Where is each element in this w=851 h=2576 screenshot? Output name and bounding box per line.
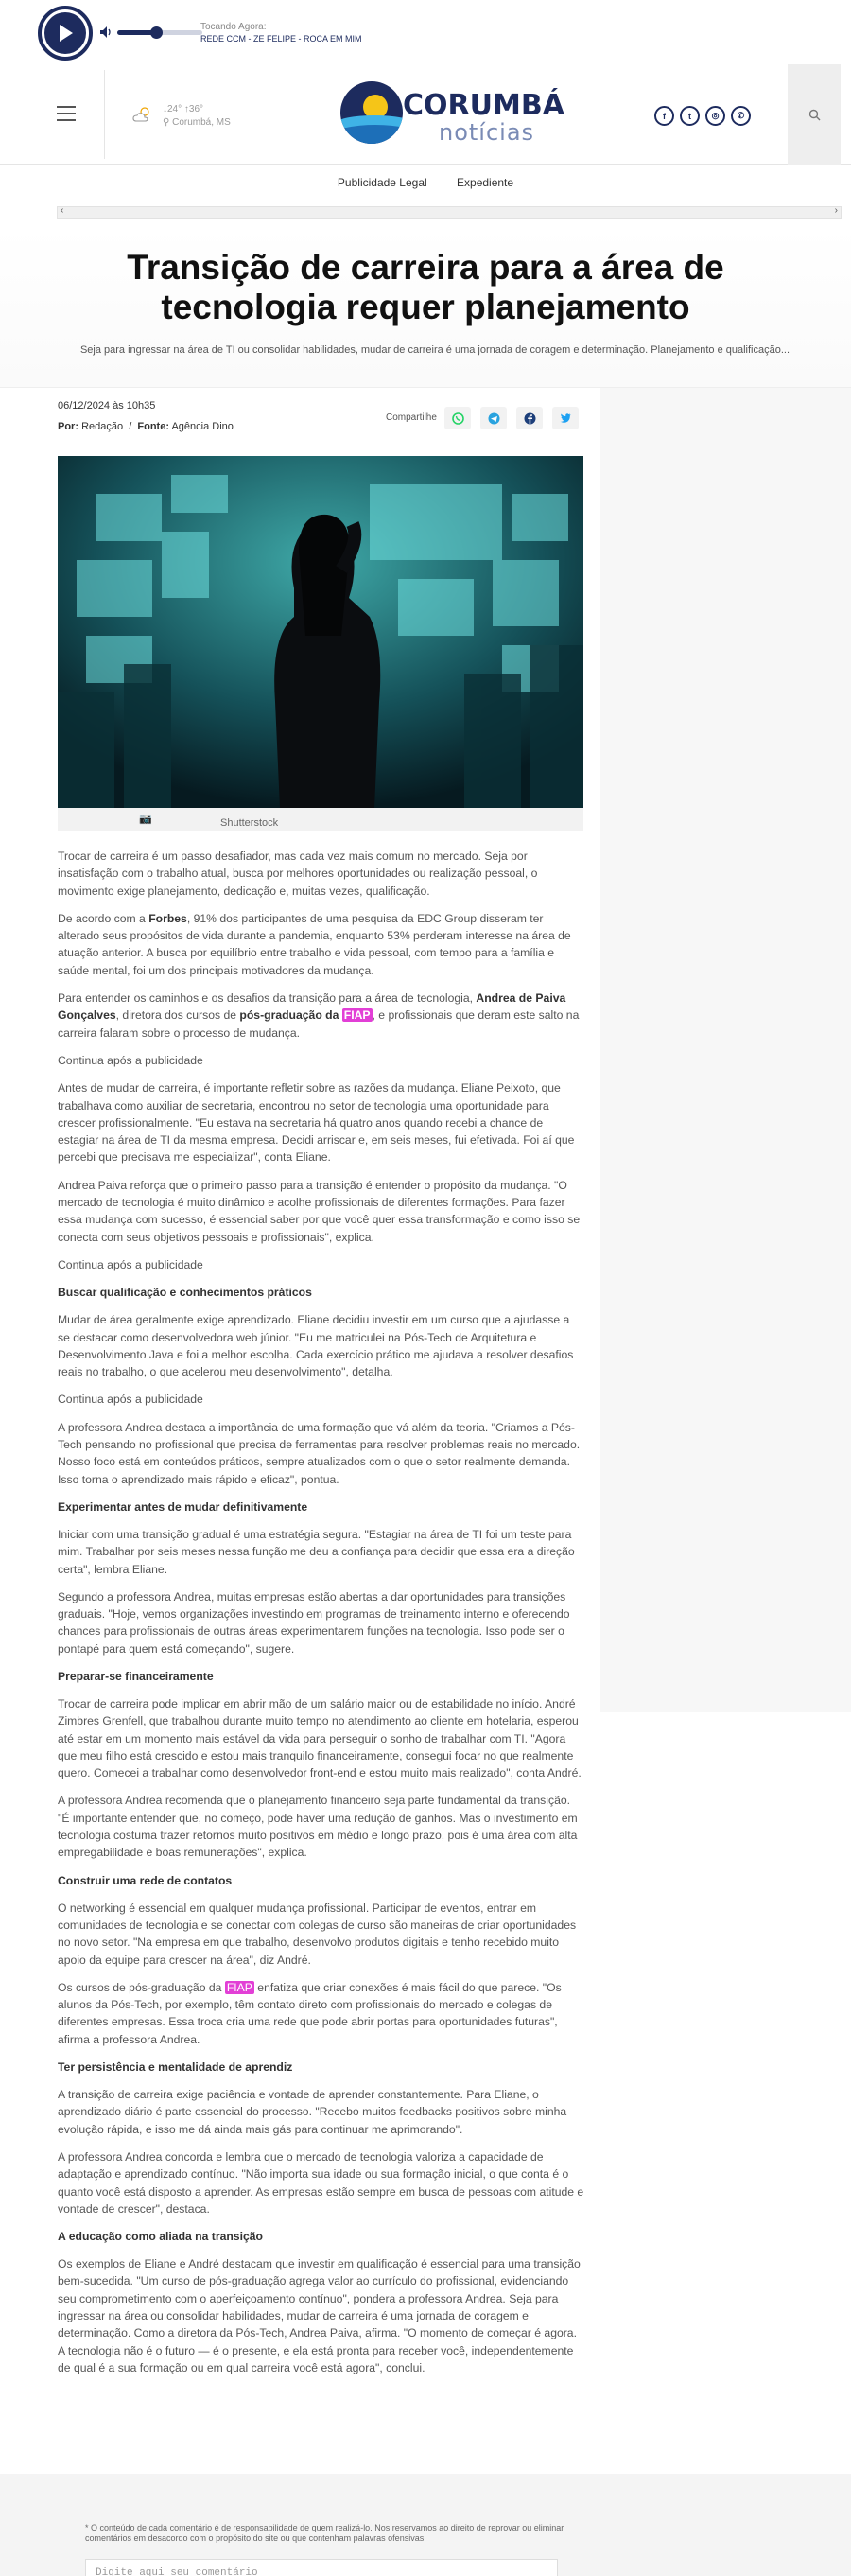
logo-mark <box>340 81 403 144</box>
paragraph: Mudar de área geralmente exige aprendizado. Eliane decidiu investir em um curso que a ajudasse a se destacar como desenvolvedora web júnior. "Eu me matriculei na Pós-Tech de Arquitetura e Desenvolvimento Java e foi a melhor escolha. Cada exercício prático me ajudava a resolver desafios reais no trabalho, o que acelerou meu desenvolvimento", detalha. <box>58 1313 574 1379</box>
news-ticker <box>57 206 842 219</box>
play-button[interactable] <box>38 6 93 61</box>
radio-player <box>0 0 851 64</box>
ad-notice: Continua após a publicidade <box>58 1053 203 1067</box>
comments-disclaimer: * O conteúdo de cada comentário é de responsabilidade de quem realizá-lo. Nos reservamos ao direito de reprovar ou eliminar comentários em desacordo com o propósito do site ou que contenham palavras ofensivas. <box>85 2523 564 2543</box>
article-image <box>58 456 583 808</box>
volume-icon[interactable] <box>100 26 113 38</box>
comments-section <box>0 2474 851 2576</box>
article-source: Agência Dino <box>171 421 234 432</box>
paragraph: A professora Andrea concorda e lembra que o mercado de tecnologia valoriza a capacidade de adaptação e aprendizado contínuo. "Não importa sua idade ou sua formação inicial, o que conta é o quanto você está disposto a aprender. As empresas estão sempre em busca de pessoas com atitude e vontade de crescer", destaca. <box>58 2149 584 2216</box>
article-body <box>58 848 584 2387</box>
image-caption: 📷 Shutterstock <box>58 808 583 831</box>
article-date: 06/12/2024 às 10h35 <box>58 400 156 412</box>
share-buttons <box>444 407 579 429</box>
sidebar <box>600 388 851 1712</box>
ad-notice: Continua após a publicidade <box>58 1393 203 1407</box>
ad-notice: Continua após a publicidade <box>58 1257 203 1271</box>
paragraph: Os exemplos de Eliane e André destacam que investir em qualificação é essencial para uma transição bem-sucedida. "Um curso de pós-graduação agrega valor ao currículo do profissional, evidenciando seu comprometimento com o aperfeiçoamento contínuo", pondera a professora Andrea. Seja para ingressar na área ou consolidar habilidades, mudar de carreira é uma jornada de coragem e determinação. Como a diretora da Pós-Tech, Andrea Paiva, afirma. "O momento de começar é agora. A tecnologia não é o futuro — é o presente, e ela está pronta para receber você, independentemente de qual é a sua formação ou em qual carreira você está agora", conclui. <box>58 2257 581 2374</box>
paragraph: Para entender os caminhos e os desafios da transição para a área de tecnologia, Andrea de Paiva Gonçalves, diretora dos cursos de pós-graduação da FIAP , e profissionais que deram este salto na carreira falaram sobre o processo de mudança. <box>58 991 580 1040</box>
now-playing-song: REDE CCM - ZE FELIPE - ROCA EM MIM <box>200 34 362 44</box>
logo-title: CORUMBÁ <box>403 89 564 122</box>
paragraph: Andrea Paiva reforça que o primeiro passo para a transição é entender o propósito da mudança. "O mercado de tecnologia é muito dinâmico e acolhe profissionais de diferentes formações. Para fazer essa mudança com sucesso, é essencial saber por que você quer essa transformação e como isso se conecta com seus objetivos pessoais e profissionais", explica. <box>58 1178 581 1244</box>
weather-temps <box>163 104 203 114</box>
section-heading: Preparar-se financeiramente <box>58 1669 214 1683</box>
paragraph: De acordo com a Forbes, 91% dos participantes de uma pesquisa da EDC Group disseram ter alterado seus propósitos de vida durante a pandemia, enquanto 53% perderam interesse na área de atuação anterior. A busca por equilíbrio entre trabalho e vida pessoal, com tempo para a família e saúde mental, foi um dos principais motivadores da mudança. <box>58 911 571 977</box>
paragraph: Segundo a professora Andrea, muitas empresas estão abertas a dar oportunidades para transições graduais. "Hoje, vemos organizações investindo em programas de treinamento interno e oferecendo chances para profissionais de outras áreas experimentarem funções na tecnologia. Isso pode ser o pontapé para quem está começando", sugere. <box>58 1589 570 1656</box>
section-heading: Construir uma rede de contatos <box>58 1873 233 1887</box>
share-telegram-icon[interactable] <box>480 407 507 429</box>
ticker-next-icon[interactable]: › <box>834 205 838 216</box>
ticker-prev-icon[interactable]: ‹ <box>61 205 64 216</box>
twitter-icon[interactable]: t <box>680 106 700 126</box>
article-lead: Seja para ingressar na área de TI ou consolidar habilidades, mudar de carreira é uma jornada de coragem e determinação. Planejamento e qualificação... <box>79 344 790 356</box>
header-divider <box>104 70 105 159</box>
secondary-nav <box>0 176 851 195</box>
site-header <box>0 64 851 165</box>
article-byline: Por: Redação / Fonte: Agência Dino <box>58 421 234 432</box>
share-facebook-icon[interactable] <box>516 407 543 429</box>
nav-expediente[interactable]: Expediente <box>457 176 514 189</box>
play-icon <box>44 12 86 54</box>
search-button[interactable] <box>788 64 841 165</box>
paragraph: O networking é essencial em qualquer mudança profissional. Participar de eventos, entrar em comunidades de tecnologia e se conectar com colegas de curso são maneiras de criar oportunidades no novo setor. "Na empresa em que trabalho, desenvolvo produtos digitais e tenho recebido muito apoio da equipe para crescer na área", diz André. <box>58 1901 577 1967</box>
paragraph: Trocar de carreira pode implicar em abrir mão de um salário maior ou de estabilidade no início. André Zimbres Grenfell, que trabalhou durante muito tempo no atendimento ao cliente em hotelaria, esperou até estar em um momento mais estável da vida para perseguir o sonho de trabalhar com TI. "Agora que meu filho está crescido e estou mais tranquilo financeiramente, consegui focar no que realmente quero. Comecei a trabalhar como desenvolvedor front-end e estou muito mais realizado", conta André. <box>58 1696 582 1780</box>
site-logo[interactable] <box>340 81 564 148</box>
fiap-link[interactable]: pós-graduação da FIAP <box>239 1008 371 1023</box>
article-author: Redação <box>81 421 124 432</box>
paragraph: Os cursos de pós-graduação da FIAP enfatiza que criar conexões é mais fácil do que parece. "Os alunos da Pós-Tech, por exemplo, têm contato direto com profissionais do mercado e colegas de diferentes empresas. Essa troca cria uma rede que pode abrir portas para oportunidades futuras", afirma a professora Andrea. <box>58 1980 562 2046</box>
section-heading: Buscar qualificação e conhecimentos práticos <box>58 1286 312 1300</box>
whatsapp-icon[interactable]: ✆ <box>731 106 751 126</box>
share-twitter-icon[interactable] <box>552 407 579 429</box>
paragraph: Antes de mudar de carreira, é importante refletir sobre as razões da mudança. Eliane Peixoto, que trabalhava como auxiliar de secretaria, encontrou no setor de tecnologia uma oportunidade para crescer profissionalmente. "Eu estava na secretaria há quatro anos quando recebi a chance de estagiar na área de TI da mesma empresa. Decidi arriscar e, em seis meses, fui efetivada. Foi aí que percebi que precisava me especializar", conta Eliane. <box>58 1081 575 1165</box>
section-heading: Experimentar antes de mudar definitivamente <box>58 1499 308 1514</box>
social-links <box>654 106 751 126</box>
logo-subtitle: notícias <box>439 119 535 146</box>
comment-input[interactable]: Digite aqui seu comentário <box>85 2559 558 2576</box>
paragraph: A professora Andrea destaca a importância de uma formação que vá além da teoria. "Criamos a Pós-Tech pensando no profissional que precisa de ferramentas para resolver problemas reais no mercado. Nosso foco está em conteúdos práticos, sempre atualizados com o que o setor realmente demanda. Isso torna o aprendizado mais rápido e eficaz", pontua. <box>58 1420 581 1486</box>
weather-min: ↓24° <box>163 104 182 114</box>
menu-icon[interactable] <box>57 106 76 121</box>
section-heading: Ter persistência e mentalidade de aprendiz <box>58 2060 293 2075</box>
instagram-icon[interactable]: ◎ <box>705 106 725 126</box>
paragraph: A transição de carreira exige paciência e vontade de aprender constantemente. Para Eliane, o aprendizado diário é parte essencial do processo. "Recebo muitos feedbacks positivos sobre minha evolução rápida, e isso me dá ainda mais gás para continuar me aprimorando". <box>58 2088 567 2136</box>
volume-knob[interactable] <box>150 26 163 39</box>
paragraph: Iniciar com uma transição gradual é uma estratégia segura. "Estagiar na área de TI foi um teste para mim. Trabalhar por seis meses nessa função me deu a confiança para decidir que essa era a direção certa", lembra Eliane. <box>58 1527 575 1576</box>
weather-max: ↑36° <box>183 104 204 114</box>
article-header <box>0 227 851 388</box>
facebook-icon[interactable]: f <box>654 106 674 126</box>
paragraph: Trocar de carreira é um passo desafiador, mas cada vez mais comum no mercado. Seja por insatisfação com o trabalho atual, busca por melhores oportunidades ou realização pessoal, o movimento exige planejamento, dedicação e, muitas vezes, qualificação. <box>58 850 538 898</box>
search-icon <box>808 109 821 121</box>
nav-publicidade-legal[interactable]: Publicidade Legal <box>337 176 427 189</box>
paragraph: A professora Andrea recomenda que o planejamento financeiro seja parte fundamental da transição. "É importante entender que, no começo, pode haver uma redução de ganhos. Mas o investimento em tecnologia costuma trazer retornos muito positivos em médio e longo prazo, pois é uma área com alta empregabilidade e boas remunerações", explica. <box>58 1794 578 1860</box>
cloud-sun-icon <box>132 106 153 123</box>
section-heading: A educação como aliada na transição <box>58 2230 263 2244</box>
now-playing-label: Tocando Agora: <box>200 22 267 32</box>
share-whatsapp-icon[interactable] <box>444 407 471 429</box>
share-label: Compartilhe <box>386 412 437 423</box>
forbes-link[interactable]: Forbes <box>148 911 187 925</box>
weather-city: ⚲ Corumbá, MS <box>163 117 231 128</box>
fiap-highlight: FIAP <box>226 1980 252 1994</box>
article-title: Transição de carreira para a área de tecnologia requer planejamento <box>127 248 724 326</box>
volume-slider[interactable] <box>117 30 202 35</box>
